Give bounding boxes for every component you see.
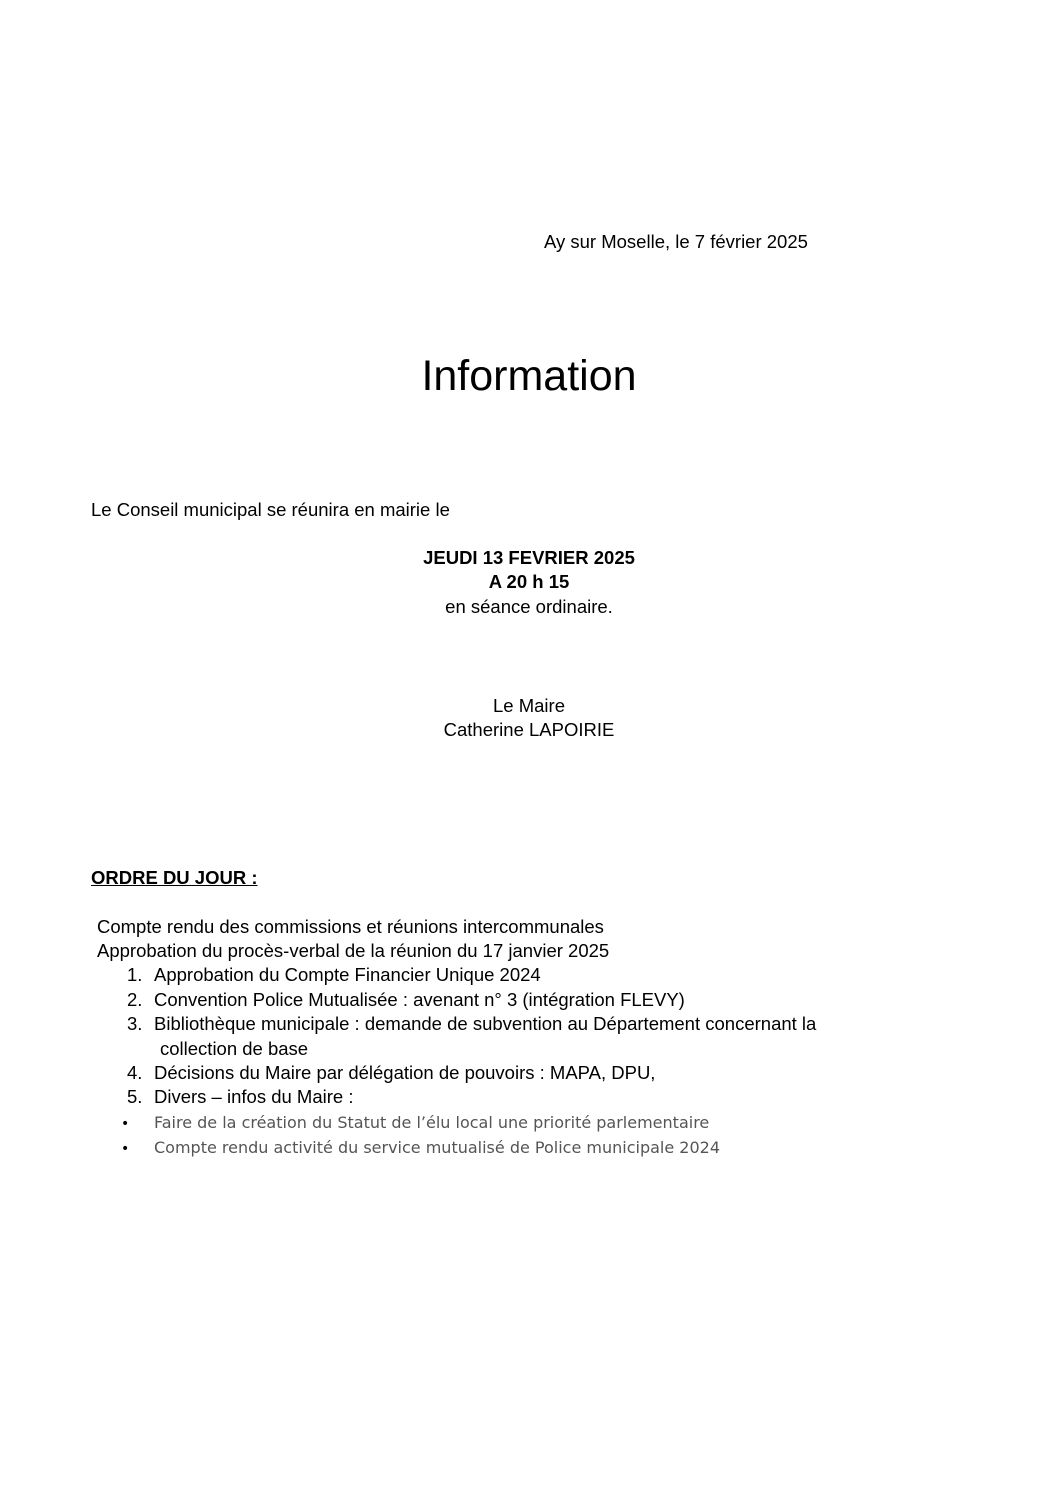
agenda-item-text: Bibliothèque municipale : demande de subvention au Département concernant la	[154, 1013, 817, 1034]
agenda-item	[127, 988, 685, 1012]
agenda-item-text: Divers – infos du Maire :	[154, 1086, 354, 1107]
divers-item-text: Faire de la création du Statut de l’élu local une priorité parlementaire	[154, 1113, 710, 1132]
divers-list-item	[121, 1112, 709, 1135]
agenda-item-continuation: collection de base	[160, 1038, 309, 1059]
bullet-icon: •	[121, 1116, 130, 1132]
agenda-item-number: 3.	[127, 1013, 143, 1034]
divers-list-item	[121, 1137, 720, 1160]
agenda-item-number: 1.	[127, 964, 143, 985]
meeting-type: en séance ordinaire.	[445, 596, 613, 617]
meeting-date: JEUDI 13 FEVRIER 2025	[423, 547, 635, 568]
agenda-item-number: 4.	[127, 1062, 143, 1083]
agenda-item-number: 5.	[127, 1086, 143, 1107]
agenda-item	[127, 1012, 816, 1036]
bullet-icon: •	[121, 1141, 130, 1157]
agenda-item	[127, 1061, 655, 1085]
agenda-item-text: Approbation du Compte Financier Unique 2024	[154, 964, 541, 985]
agenda-pre-item: Approbation du procès-verbal de la réunion du 17 janvier 2025	[97, 940, 610, 961]
meeting-time: A 20 h 15	[488, 571, 570, 592]
intro-text: Le Conseil municipal se réunira en mairie le	[91, 499, 450, 520]
date-line: Ay sur Moselle, le 7 février 2025	[544, 231, 808, 252]
page-title: Information	[421, 352, 637, 400]
agenda-heading: ORDRE DU JOUR :	[91, 867, 258, 888]
divers-item-text: Compte rendu activité du service mutualisé de Police municipale 2024	[154, 1138, 720, 1157]
agenda-item-text: Convention Police Mutualisée : avenant n° 3 (intégration FLEVY)	[154, 989, 685, 1010]
agenda-item-number: 2.	[127, 989, 143, 1010]
signer-name: Catherine LAPOIRIE	[443, 719, 615, 740]
signer-role: Le Maire	[493, 695, 565, 716]
agenda-pre-item: Compte rendu des commissions et réunions intercommunales	[97, 916, 604, 937]
agenda-item	[127, 963, 541, 987]
agenda-item-text: Décisions du Maire par délégation de pouvoirs : MAPA, DPU,	[154, 1062, 656, 1083]
agenda-item	[127, 1085, 353, 1109]
